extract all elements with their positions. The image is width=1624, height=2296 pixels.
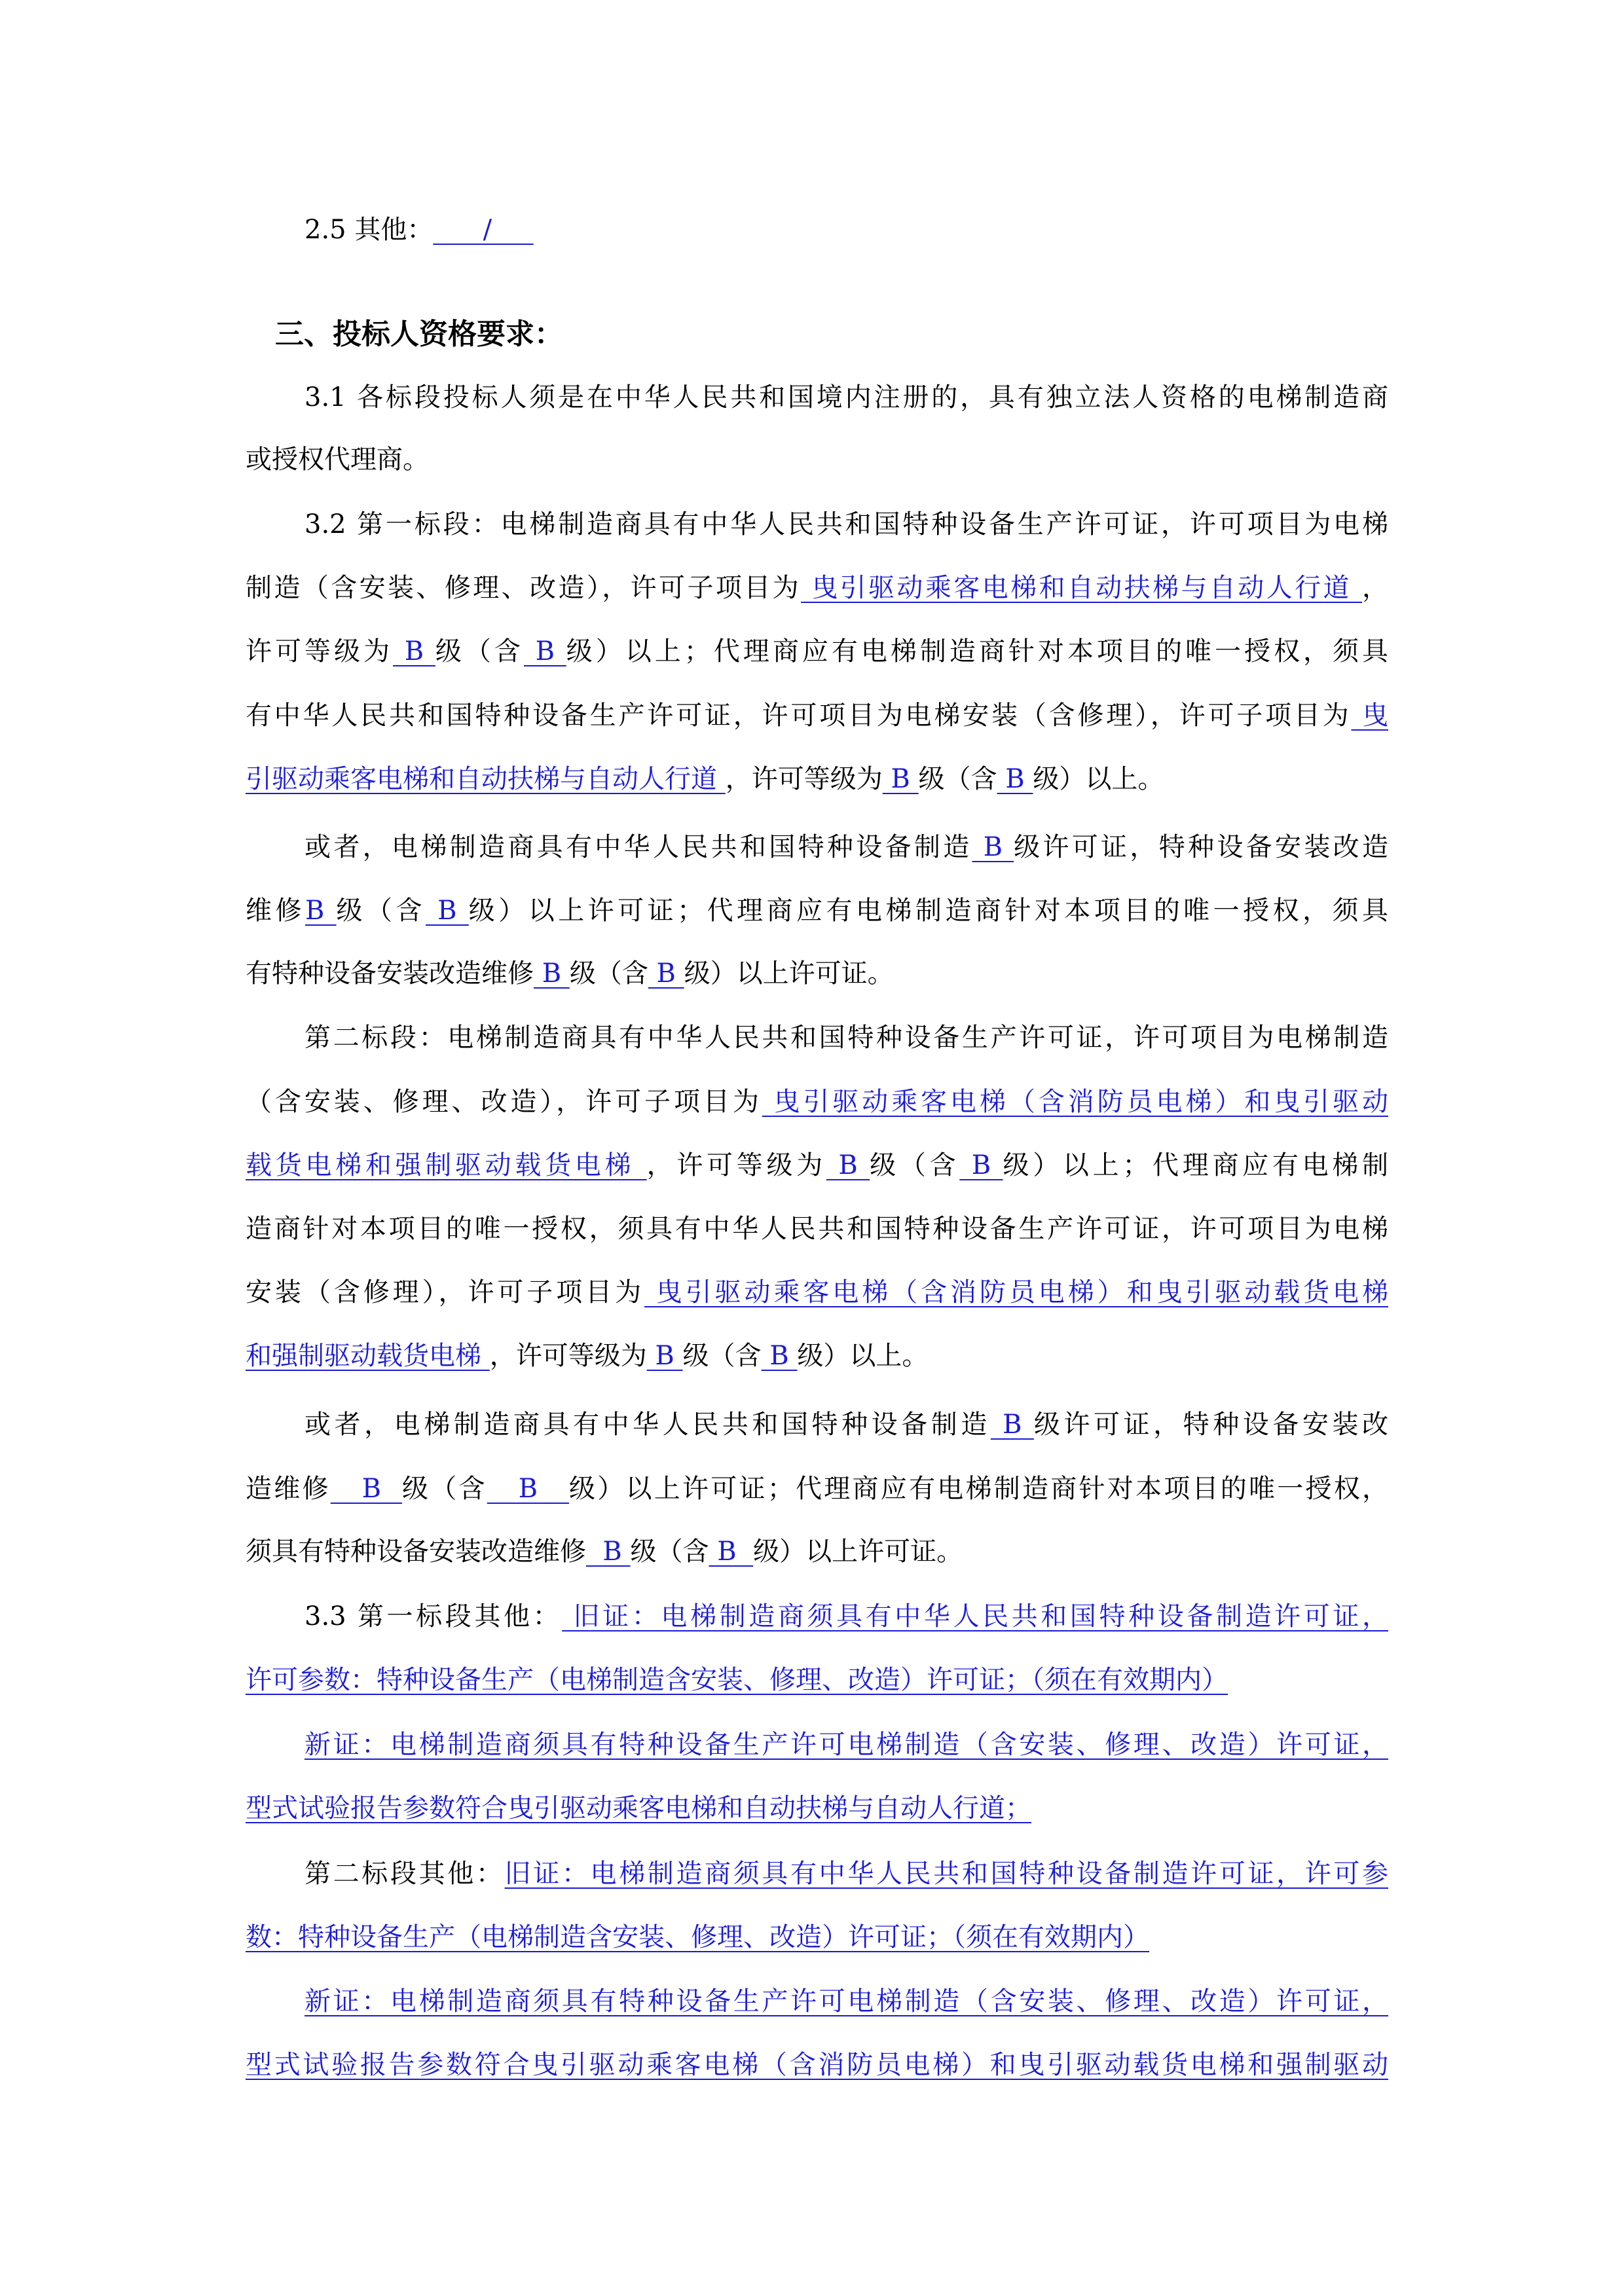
grade-fill: B (709, 1537, 754, 1567)
fill-field: 载货电梯和强制驱动载货电梯 (246, 1150, 647, 1180)
grade-fill: B (330, 1474, 402, 1504)
text: 许可等级为 (246, 636, 394, 666)
para-3-2-line (246, 763, 1388, 795)
text: ， (1362, 573, 1389, 603)
section-2-line (246, 1276, 1388, 1309)
section-2-5-fill: / (433, 215, 534, 245)
text: 级（含 (630, 1537, 709, 1567)
text: 级）以上许可证；代理商应有电梯制造商针对本项目的唯一授权，须具 (468, 896, 1389, 926)
text: ，许可等级为 (725, 764, 883, 794)
grade-fill: B (646, 1341, 683, 1371)
grade-fill: B (972, 832, 1014, 862)
fill-field: 型式试验报告参数符合曳引驱动乘客电梯和自动扶梯与自动人行道； (246, 1793, 1031, 1823)
fill-field: 新证：电梯制造商须具有特种设备生产许可电梯制造（含安装、修理、改造）许可证， (304, 1730, 1388, 1760)
grade-fill: B (534, 958, 570, 989)
fill-field: 曳引驱动乘客电梯（含消防员电梯）和曳引驱动 (762, 1087, 1389, 1117)
text: 级）以上；代理商应有电梯制造商针对本项目的唯一授权，须具 (566, 636, 1389, 666)
text: 级（含 (918, 764, 997, 794)
fill-field: 引驱动乘客电梯和自动扶梯与自动人行道 (246, 764, 726, 794)
text: ，许可等级为 (646, 1150, 826, 1180)
text: 级）以上许可证。 (684, 958, 894, 989)
para-3-2-line: 3.2 第一标段：电梯制造商具有中华人民共和国特种设备生产许可证，许可项目为电梯 (304, 509, 1388, 539)
grade-fill: B (997, 764, 1033, 794)
grade-fill: B (648, 958, 684, 989)
section-2-line: 第二标段：电梯制造商具有中华人民共和国特种设备生产许可证，许可项目为电梯制造 (304, 1023, 1388, 1053)
text: 级（含 (682, 1341, 762, 1371)
fill-field: 曳引驱动乘客电梯（含消防员电梯）和曳引驱动载货电梯 (644, 1277, 1389, 1307)
grade-fill: B (425, 896, 469, 926)
text: 有中华人民共和国特种设备生产许可证，许可项目为电梯安装（含修理），许可子项目为 (246, 701, 1352, 731)
fill-field: 旧证：电梯制造商须具有中华人民共和国特种设备制造许可证， (562, 1601, 1389, 1631)
text: 级（含 (402, 1474, 487, 1504)
text: 级）以上。 (797, 1341, 929, 1371)
grade-fill: B (586, 1537, 631, 1567)
text: 维修 (246, 896, 305, 926)
section-3-3-line (304, 1600, 1388, 1633)
section-2-line (246, 1339, 1388, 1372)
text: 级（含 (870, 1150, 960, 1180)
section-3-3-line (304, 1985, 1388, 2018)
section-2-line (246, 1149, 1388, 1182)
text: 级）以上；代理商应有电梯制 (1003, 1150, 1389, 1180)
text: 有特种设备安装改造维修 (246, 958, 534, 989)
fill-field: 数：特种设备生产（电梯制造含安装、修理、改造）许可证；（须在有效期内） (246, 1922, 1149, 1952)
grade-fill: B (990, 1410, 1034, 1440)
text: 安装（含修理），许可子项目为 (246, 1277, 645, 1307)
para-3-2-line (246, 635, 1388, 668)
section-2-5-label: 2.5 其他： (304, 215, 434, 245)
alt-1-line (246, 894, 1388, 927)
text: ，许可等级为 (489, 1341, 647, 1371)
fill-field: 许可参数：特种设备生产（电梯制造含安装、修理、改造）许可证；（须在有效期内） (246, 1665, 1228, 1695)
text: 级）以上。 (1033, 764, 1164, 794)
section-3-3-line (304, 1857, 1388, 1890)
para-3-2-line (246, 699, 1388, 732)
section-2-5 (304, 213, 1388, 246)
alt-2-line (304, 1408, 1388, 1441)
section-3-3-line (246, 2049, 1388, 2081)
text: 级许可证，特种设备安装改 (1033, 1410, 1389, 1440)
text: 级（含 (569, 958, 648, 989)
text: 级许可证，特种设备安装改造 (1014, 832, 1389, 862)
section-3-3-line (304, 1728, 1388, 1761)
grade-fill: B (304, 896, 337, 926)
fill-field: 曳引驱动乘客电梯和自动扶梯与自动人行道 (801, 573, 1363, 603)
text: 级）以上许可证。 (753, 1537, 963, 1567)
fill-field: 型式试验报告参数符合曳引驱动乘客电梯（含消防员电梯）和曳引驱动载货电梯和强制驱动 (246, 2050, 1388, 2080)
section-3-heading: 三、投标人资格要求： (275, 318, 563, 351)
grade-fill: B (959, 1150, 1003, 1180)
text: 级（含 (336, 896, 426, 926)
para-3-1-line: 或授权代理商。 (246, 445, 429, 475)
alt-1-line (304, 831, 1388, 864)
text: （含安装、修理、改造），许可子项目为 (246, 1087, 762, 1117)
para-3-1-line: 3.1 各标段投标人须是在中华人民共和国境内注册的，具有独立法人资格的电梯制造商 (304, 382, 1388, 412)
text: 3.3 第一标段其他： (304, 1601, 563, 1631)
section-3-3-line (246, 1792, 1388, 1825)
fill-field: 旧证：电梯制造商须具有中华人民共和国特种设备制造许可证，许可参 (504, 1859, 1389, 1889)
grade-fill: B (761, 1341, 798, 1371)
text: 第二标段其他： (304, 1859, 505, 1889)
section-3-3-line (246, 1664, 1388, 1696)
grade-fill: B (826, 1150, 870, 1180)
alt-2-line (246, 1535, 1388, 1568)
grade-fill: B (523, 636, 566, 666)
text: 或者，电梯制造商具有中华人民共和国特种设备制造 (304, 832, 972, 862)
alt-1-line (246, 957, 1388, 990)
section-2-line: 造商针对本项目的唯一授权，须具有中华人民共和国特种设备生产许可证，许可项目为电梯 (246, 1214, 1388, 1244)
text: 级（含 (435, 636, 524, 666)
section-3-3-line (246, 1921, 1388, 1954)
grade-fill: B (487, 1474, 569, 1504)
grade-fill: B (882, 764, 919, 794)
text: 须具有特种设备安装改造维修 (246, 1537, 586, 1567)
text: 或者，电梯制造商具有中华人民共和国特种设备制造 (304, 1410, 991, 1440)
text: 制造（含安装、修理、改造），许可子项目为 (246, 573, 802, 603)
fill-field: 曳 (1351, 701, 1389, 731)
text: 造维修 (246, 1474, 331, 1504)
fill-field: 和强制驱动载货电梯 (246, 1341, 490, 1371)
para-3-2-line (246, 572, 1388, 604)
fill-field: 新证：电梯制造商须具有特种设备生产许可电梯制造（含安装、修理、改造）许可证， (304, 1986, 1388, 2016)
section-2-line (246, 1085, 1388, 1118)
text: 级）以上许可证；代理商应有电梯制造商针对本项目的唯一授权， (568, 1474, 1389, 1504)
alt-2-line (246, 1472, 1388, 1505)
grade-fill: B (393, 636, 435, 666)
